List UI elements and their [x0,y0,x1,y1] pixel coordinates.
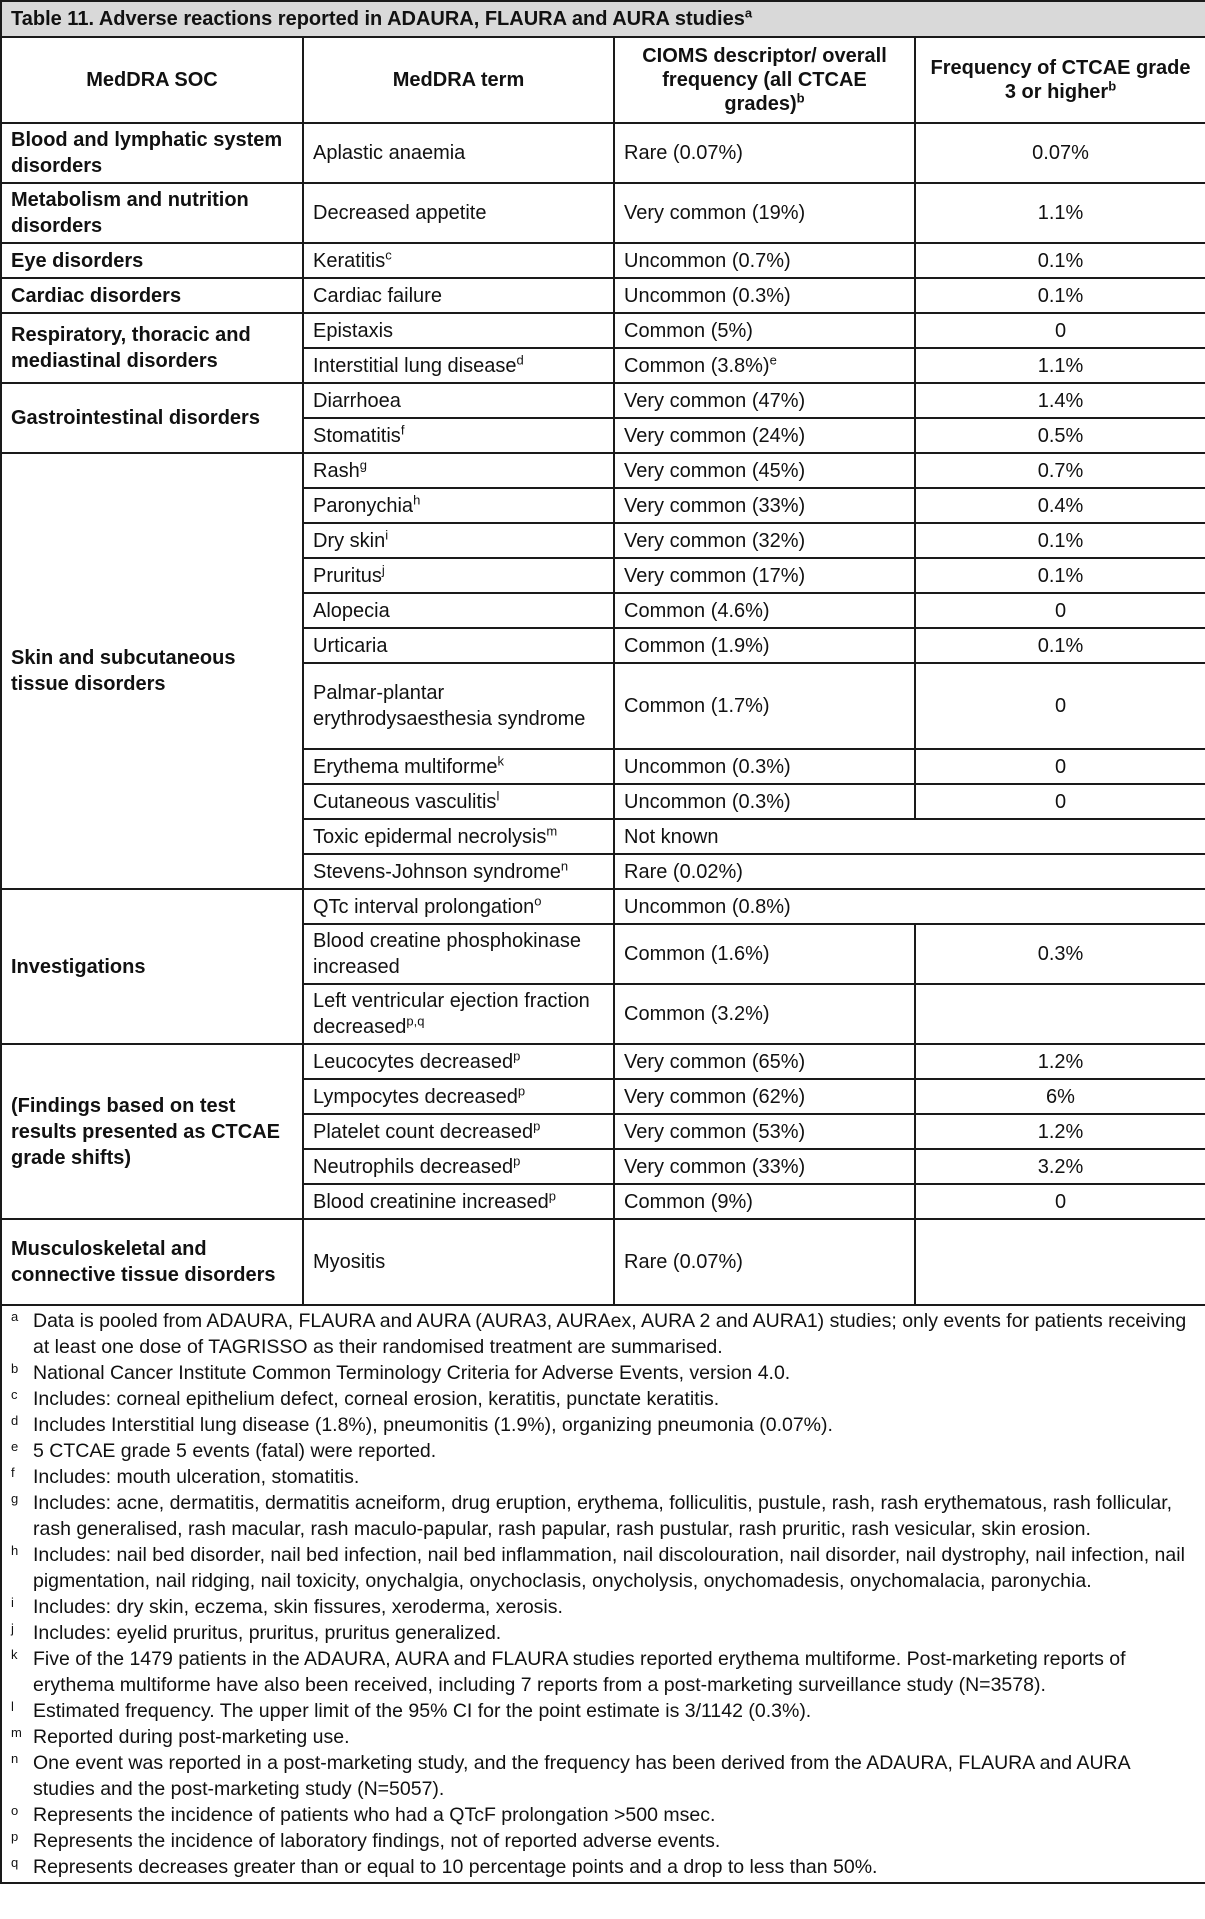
footnote-mark: g [11,1491,19,1506]
table-row [1,243,1205,278]
grade3-cell: 0 [915,784,1205,819]
grade3-cell: 0 [915,593,1205,628]
footnote-text: Five of the 1479 patients in the ADAURA, AURA and FLAURA studies reported erythema multiforme. Post-marketing reports of erythema multiforme have also been received, including 7 reports from a post-marketing surveillance study (N=3578). [33,1648,1126,1696]
term-text: Neutrophils decreased [313,1155,514,1178]
table-row [1,1044,1205,1079]
frequency-text: Not known [624,825,719,848]
footnote-ref: h [413,491,421,507]
table-row [1,453,1205,488]
frequency-text: Very common (53%) [624,1120,806,1143]
footnote-mark: m [11,1725,22,1740]
term-text: Cardiac failure [313,284,442,307]
frequency-text: Common (1.9%) [624,634,770,657]
frequency-text: Rare (0.02%) [624,860,743,883]
frequency-cell [614,558,915,593]
frequency-cell [614,1079,915,1114]
footnote [11,1620,1196,1646]
frequency-cell [614,348,915,383]
soc-cell: Eye disorders [1,243,303,278]
frequency-text: Uncommon (0.3%) [624,284,791,307]
footnote [11,1386,1196,1412]
table-title [1,1,1205,37]
footnote-ref: p [517,1082,526,1098]
term-cell [303,1219,614,1305]
grade3-cell: 0 [915,1184,1205,1219]
term-cell [303,348,614,383]
term-cell [303,889,614,924]
footnote-ref: d [516,351,524,367]
footnote-ref: g [359,456,367,472]
footnote-text: Includes: eyelid pruritus, pruritus, pruritus generalized. [33,1622,502,1644]
footnote-ref: f [400,421,405,437]
frequency-cell [614,663,915,749]
footnote-mark: d [11,1413,19,1428]
footnote-ref: a [744,5,753,21]
footnote-mark: b [11,1361,19,1376]
term-cell [303,183,614,243]
term-cell [303,278,614,313]
term-cell [303,663,614,749]
frequency-cell [614,278,915,313]
term-text: Keratitis [313,249,386,272]
term-cell [303,1114,614,1149]
frequency-cell [614,488,915,523]
grade3-cell: 0.1% [915,243,1205,278]
frequency-text: Very common (65%) [624,1050,806,1073]
term-text: Paronychia [313,494,414,517]
frequency-cell [614,1114,915,1149]
term-cell [303,924,614,984]
term-text: Erythema multiforme [313,755,498,778]
term-text: Toxic epidermal necrolysis [313,825,547,848]
soc-cell: Skin and subcutaneous tissue disorders [1,453,303,889]
grade3-cell: 0.1% [915,558,1205,593]
frequency-cell [614,854,1205,889]
footnote-text: Includes Interstitial lung disease (1.8%), pneumonitis (1.9%), organizing pneumonia (0.07%). [33,1414,833,1436]
grade3-cell: 1.1% [915,183,1205,243]
frequency-cell [614,1044,915,1079]
footnote-mark: k [11,1647,18,1662]
footnote [11,1724,1196,1750]
frequency-text: Rare (0.07%) [624,1251,743,1273]
footnote [11,1750,1196,1802]
term-text: Left ventricular ejection fraction decreased [313,990,590,1038]
term-cell [303,593,614,628]
footnote-ref: m [546,822,558,838]
footnote-ref: p [513,1047,521,1063]
grade3-cell: 0.07% [915,123,1205,183]
term-cell [303,383,614,418]
term-text: Decreased appetite [313,202,487,224]
term-text: Interstitial lung disease [313,354,517,377]
footnote-ref: b [796,90,805,106]
term-text: Platelet count decreased [313,1120,534,1143]
header-frequency [614,37,915,123]
footnote-ref: p [533,1117,541,1133]
grade3-cell: 1.4% [915,383,1205,418]
frequency-text: Common (1.7%) [624,695,770,717]
footnote-text: National Cancer Institute Common Terminology Criteria for Adverse Events, version 4.0. [33,1362,791,1384]
frequency-text: Very common (47%) [624,389,806,412]
frequency-cell [614,924,915,984]
footnote-mark: c [11,1387,18,1402]
frequency-text: Very common (19%) [624,202,806,224]
grade3-cell: 0 [915,663,1205,749]
term-cell [303,784,614,819]
footnote-text: Includes: dry skin, eczema, skin fissures, xeroderma, xerosis. [33,1596,563,1618]
grade3-cell: 3.2% [915,1149,1205,1184]
footnote-text: Represents the incidence of patients who had a QTcF prolongation >500 msec. [33,1804,716,1826]
term-text: Palmar-plantar erythrodysaesthesia syndrome [313,682,586,730]
frequency-cell [614,523,915,558]
footnote-ref: j [381,561,385,577]
term-cell [303,984,614,1044]
footnote-text: Includes: nail bed disorder, nail bed infection, nail bed inflammation, nail discolouration, nail disorder, nail dystrophy, nail infection, nail pigmentation, nail ridging, nail toxicity, onychalgia, onychoclasis, onycholysis, onychomadesis, onychomalacia, paronychia. [33,1544,1185,1592]
term-cell [303,313,614,348]
footnote-text: 5 CTCAE grade 5 events (fatal) were reported. [33,1440,437,1462]
footnote [11,1802,1196,1828]
footnote-ref: l [496,787,500,803]
frequency-text: Uncommon (0.3%) [624,790,791,813]
term-cell [303,628,614,663]
frequency-text: Common (4.6%) [624,599,770,622]
frequency-cell [614,1149,915,1184]
term-cell [303,1044,614,1079]
footnote-mark: a [11,1309,19,1324]
term-cell [303,1184,614,1219]
term-text: Alopecia [313,599,390,622]
footnote-text: Data is pooled from ADAURA, FLAURA and AURA (AURA3, AURAex, AURA 2 and AURA1) studies; only events for patients receiving at least one dose of TAGRISSO as their randomised treatment are summarised. [33,1310,1187,1358]
frequency-cell [614,123,915,183]
grade3-cell: 0 [915,313,1205,348]
frequency-text: Uncommon (0.7%) [624,249,791,272]
footnote [11,1464,1196,1490]
term-cell [303,1149,614,1184]
footnote [11,1308,1196,1360]
footnote-mark: q [11,1855,19,1870]
frequency-text: Uncommon (0.8%) [624,895,791,918]
footnote-ref: o [534,892,542,908]
grade3-cell: 0.7% [915,453,1205,488]
grade3-cell: 0.1% [915,628,1205,663]
frequency-text: Common (3.8%) [624,354,770,377]
footnote [11,1828,1196,1854]
term-cell [303,523,614,558]
frequency-text: Common (3.2%) [624,1003,770,1025]
table-row [1,313,1205,348]
header-row [1,37,1205,123]
grade3-cell: 0.5% [915,418,1205,453]
footnote-ref: b [1108,78,1117,94]
grade3-cell: 1.2% [915,1114,1205,1149]
term-text: Blood creatinine increased [313,1190,549,1213]
soc-cell: Metabolism and nutrition disorders [1,183,303,243]
soc-cell: Cardiac disorders [1,278,303,313]
footnote [11,1594,1196,1620]
term-text: Leucocytes decreased [313,1050,514,1073]
footnote [11,1438,1196,1464]
grade3-cell: 0.3% [915,924,1205,984]
footnote-text: Includes: corneal epithelium defect, corneal erosion, keratitis, punctate keratitis. [33,1388,720,1410]
footnote-ref: n [560,857,569,873]
footnote-text: One event was reported in a post-marketing study, and the frequency has been derived from the ADAURA, FLAURA and AURA studies and the post-marketing study (N=5057). [33,1752,1130,1800]
footnote-mark: o [11,1803,19,1818]
frequency-cell [614,453,915,488]
header-grade3-text: Frequency of CTCAE grade 3 or higher [930,57,1191,103]
term-cell [303,854,614,889]
footnote-mark: l [11,1699,14,1714]
frequency-text: Very common (32%) [624,529,806,552]
footnote-mark: p [11,1829,19,1844]
footnote-ref: p,q [406,1013,425,1029]
term-cell [303,1079,614,1114]
frequency-cell [614,749,915,784]
frequency-cell [614,418,915,453]
term-text: Epistaxis [313,319,394,342]
frequency-cell [614,1184,915,1219]
table-row [1,383,1205,418]
frequency-text: Uncommon (0.3%) [624,755,791,778]
footnote-mark: f [11,1465,15,1480]
term-cell [303,123,614,183]
footnote-text: Represents the incidence of laboratory findings, not of reported adverse events. [33,1830,721,1852]
soc-cell: (Findings based on test results presented as CTCAE grade shifts) [1,1044,303,1219]
grade3-cell [915,984,1205,1044]
footnotes [1,1305,1205,1883]
header-soc: MedDRA SOC [1,37,303,123]
footnote-mark: h [11,1543,19,1558]
grade3-cell: 0.4% [915,488,1205,523]
footnote-text: Includes: acne, dermatitis, dermatitis acneiform, drug eruption, erythema, folliculitis, pustule, rash, rash erythematous, rash follicular, rash generalised, rash macular, rash maculo-papular, rash papular, rash pustular, rash pruritic, rash vesicular, skin erosion. [33,1492,1173,1540]
term-text: Pruritus [313,564,382,587]
term-cell [303,418,614,453]
grade3-cell: 0.1% [915,523,1205,558]
term-cell [303,453,614,488]
frequency-cell [614,593,915,628]
grade3-cell: 6% [915,1079,1205,1114]
frequency-text: Rare (0.07%) [624,142,743,164]
footnote-text: Estimated frequency. The upper limit of the 95% CI for the point estimate is 3/1142 (0.3%). [33,1700,812,1722]
frequency-text: Very common (33%) [624,1155,806,1178]
term-text: Dry skin [313,529,386,552]
footnote-ref: k [497,752,504,768]
term-text: Stevens-Johnson syndrome [313,860,561,883]
footnote-ref: p [548,1187,556,1203]
soc-cell: Respiratory, thoracic and mediastinal disorders [1,313,303,383]
term-text: Blood creatine phosphokinase increased [313,930,581,978]
frequency-cell [614,313,915,348]
table-row [1,889,1205,924]
frequency-text: Very common (17%) [624,564,806,587]
term-text: Myositis [313,1251,386,1273]
term-text: Cutaneous vasculitis [313,790,497,813]
footnote [11,1646,1196,1698]
footnote [11,1854,1196,1880]
footnote-ref: i [385,526,389,542]
footnote-text: Represents decreases greater than or equal to 10 percentage points and a drop to less than 50%. [33,1856,878,1878]
frequency-cell [614,784,915,819]
frequency-cell [614,628,915,663]
table-row [1,123,1205,183]
table-row [1,278,1205,313]
frequency-cell [614,984,915,1044]
grade3-cell: 1.2% [915,1044,1205,1079]
footnote-ref: p [513,1152,521,1168]
frequency-text: Common (1.6%) [624,943,770,965]
frequency-cell [614,383,915,418]
term-text: Lympocytes decreased [313,1085,518,1108]
header-grade3 [915,37,1205,123]
soc-cell: Blood and lymphatic system disorders [1,123,303,183]
grade3-cell: 0 [915,749,1205,784]
table-row [1,183,1205,243]
term-text: Stomatitis [313,424,401,447]
frequency-text: Very common (24%) [624,424,806,447]
frequency-text: Very common (45%) [624,459,806,482]
table-title-text: Table 11. Adverse reactions reported in ADAURA, FLAURA and AURA studies [11,8,745,30]
term-text: Urticaria [313,634,388,657]
footnote [11,1412,1196,1438]
footnote-text: Reported during post-marketing use. [33,1726,350,1748]
footnote-mark: j [11,1621,14,1636]
grade3-cell: 0.1% [915,278,1205,313]
term-cell [303,488,614,523]
footnote-mark: i [11,1595,14,1610]
footnote [11,1490,1196,1542]
footnote-mark: e [11,1439,19,1454]
term-cell [303,819,614,854]
grade3-cell: 1.1% [915,348,1205,383]
frequency-text: Very common (62%) [624,1085,806,1108]
term-cell [303,749,614,784]
footnote-ref: e [769,351,777,367]
header-term: MedDRA term [303,37,614,123]
soc-cell: Musculoskeletal and connective tissue disorders [1,1219,303,1305]
footnote [11,1698,1196,1724]
frequency-cell [614,243,915,278]
term-cell [303,243,614,278]
frequency-cell [614,889,1205,924]
table-body [1,123,1205,1305]
term-text: Aplastic anaemia [313,142,466,164]
header-frequency-text: CIOMS descriptor/ overall frequency (all CTCAE grades) [642,45,887,115]
footnote [11,1542,1196,1594]
term-text: Rash [313,459,360,482]
footnote-ref: c [385,246,392,262]
frequency-text: Very common (33%) [624,494,806,517]
frequency-text: Common (5%) [624,319,753,342]
footnote-mark: n [11,1751,19,1766]
frequency-text: Common (9%) [624,1190,753,1213]
footnote-text: Includes: mouth ulceration, stomatitis. [33,1466,360,1488]
grade3-cell [915,1219,1205,1305]
frequency-cell [614,1219,915,1305]
term-cell [303,558,614,593]
footnote [11,1360,1196,1386]
soc-cell: Gastrointestinal disorders [1,383,303,453]
table-row [1,1219,1205,1305]
frequency-cell [614,819,1205,854]
term-text: Diarrhoea [313,389,401,412]
soc-cell: Investigations [1,889,303,1044]
frequency-cell [614,183,915,243]
term-text: QTc interval prolongation [313,895,535,918]
